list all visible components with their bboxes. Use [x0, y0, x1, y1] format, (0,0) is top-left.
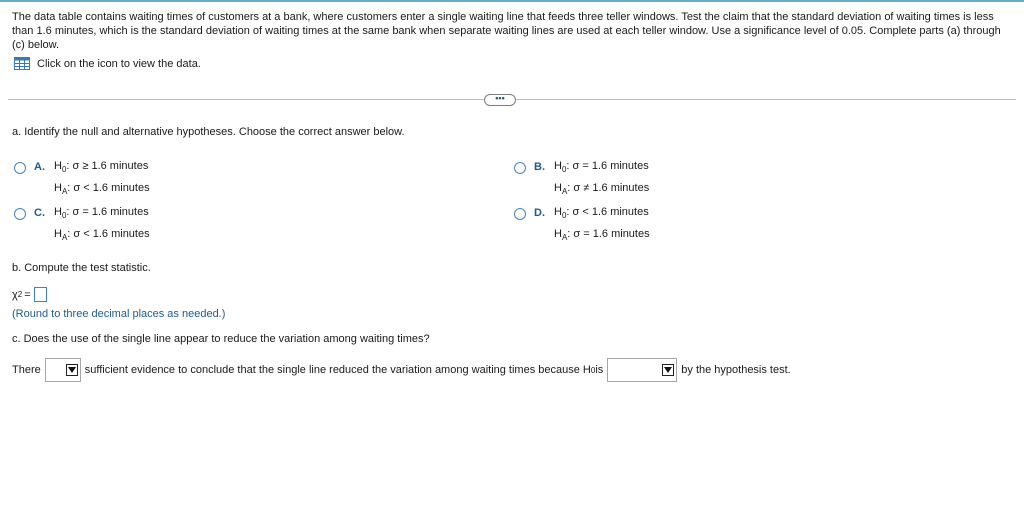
option-d-h0: : σ < 1.6 minutes — [566, 206, 649, 218]
option-b[interactable] — [514, 161, 649, 201]
chevron-down-icon[interactable] — [662, 364, 674, 376]
part-a-question: a. Identify the null and alternative hypotheses. Choose the correct answer below. — [12, 126, 405, 138]
view-data-label[interactable]: Click on the icon to view the data. — [37, 57, 201, 70]
problem-statement: The data table contains waiting times of customers at a bank, where customers enter a single waiting line that feeds three teller windows. Test the claim that the standard deviation of waiting times is less than 1.6 minutes, which is the standard deviation of waiting times at the same bank when separate waiting lines are used at each teller window. Use a significance level of 0.05. Complete parts (a) through (c) below. — [12, 11, 1001, 51]
part-c-question: c. Does the use of the single line appear to reduce the variation among waiting times? — [12, 333, 430, 345]
option-a-ha: : σ < 1.6 minutes — [67, 182, 150, 195]
option-b-letter: B. — [534, 161, 545, 173]
decision-dropdown[interactable] — [607, 358, 677, 382]
test-statistic-input[interactable] — [34, 287, 47, 302]
option-b-radio[interactable] — [514, 162, 526, 174]
option-a-h0: : σ ≥ 1.6 minutes — [66, 160, 149, 172]
option-a-hypotheses: $H_0$: σ ≥ 1.6 minutes $H_A$: σ < 1.6 minutes — [54, 160, 150, 197]
option-a[interactable] — [14, 161, 150, 201]
option-d-radio[interactable] — [514, 208, 526, 220]
option-a-letter: A. — [34, 161, 45, 173]
option-b-ha: : σ ≠ 1.6 minutes — [567, 182, 650, 195]
conclusion-prefix: There — [12, 364, 41, 376]
chi-superscript: 2 — [17, 290, 23, 299]
option-a-radio[interactable] — [14, 162, 26, 174]
equals-sign: = — [24, 288, 31, 301]
test-statistic-row — [12, 287, 47, 302]
option-c-hypotheses: $H_0$: σ = 1.6 minutes $H_A$: σ < 1.6 minutes — [54, 206, 150, 243]
option-b-hypotheses: $H_0$: σ = 1.6 minutes $H_A$: σ ≠ 1.6 minutes — [554, 160, 650, 197]
conclusion-suffix: by the hypothesis test. — [681, 364, 791, 376]
option-b-h0: : σ = 1.6 minutes — [566, 160, 649, 172]
option-d-ha: : σ = 1.6 minutes — [567, 228, 650, 241]
h0-subscript: 0 — [590, 365, 596, 375]
conclusion-sentence — [12, 358, 791, 382]
chevron-down-icon[interactable] — [66, 364, 78, 376]
option-c-h0: : σ = 1.6 minutes — [66, 206, 149, 218]
option-d-hypotheses: $H_0$: σ < 1.6 minutes $H_A$: σ = 1.6 minutes — [554, 206, 650, 243]
expand-more-button[interactable]: ••• — [484, 94, 516, 106]
option-c-letter: C. — [34, 207, 45, 219]
view-data-link[interactable] — [14, 57, 201, 70]
option-d-letter: D. — [534, 207, 545, 219]
top-accent-line — [0, 0, 1024, 2]
part-b-question: b. Compute the test statistic. — [12, 262, 151, 274]
option-c-radio[interactable] — [14, 208, 26, 220]
option-d[interactable] — [514, 207, 650, 247]
rounding-note: (Round to three decimal places as needed.) — [12, 308, 226, 320]
option-c[interactable] — [14, 207, 150, 247]
chi-symbol: χ — [12, 288, 18, 301]
option-c-ha: : σ < 1.6 minutes — [67, 228, 150, 241]
conclusion-middle: sufficient evidence to conclude that the single line reduced the variation among waiting times because H — [84, 364, 591, 376]
evidence-dropdown[interactable] — [45, 358, 81, 382]
data-table-icon[interactable] — [14, 57, 30, 70]
conclusion-middle-end: is — [595, 364, 604, 376]
